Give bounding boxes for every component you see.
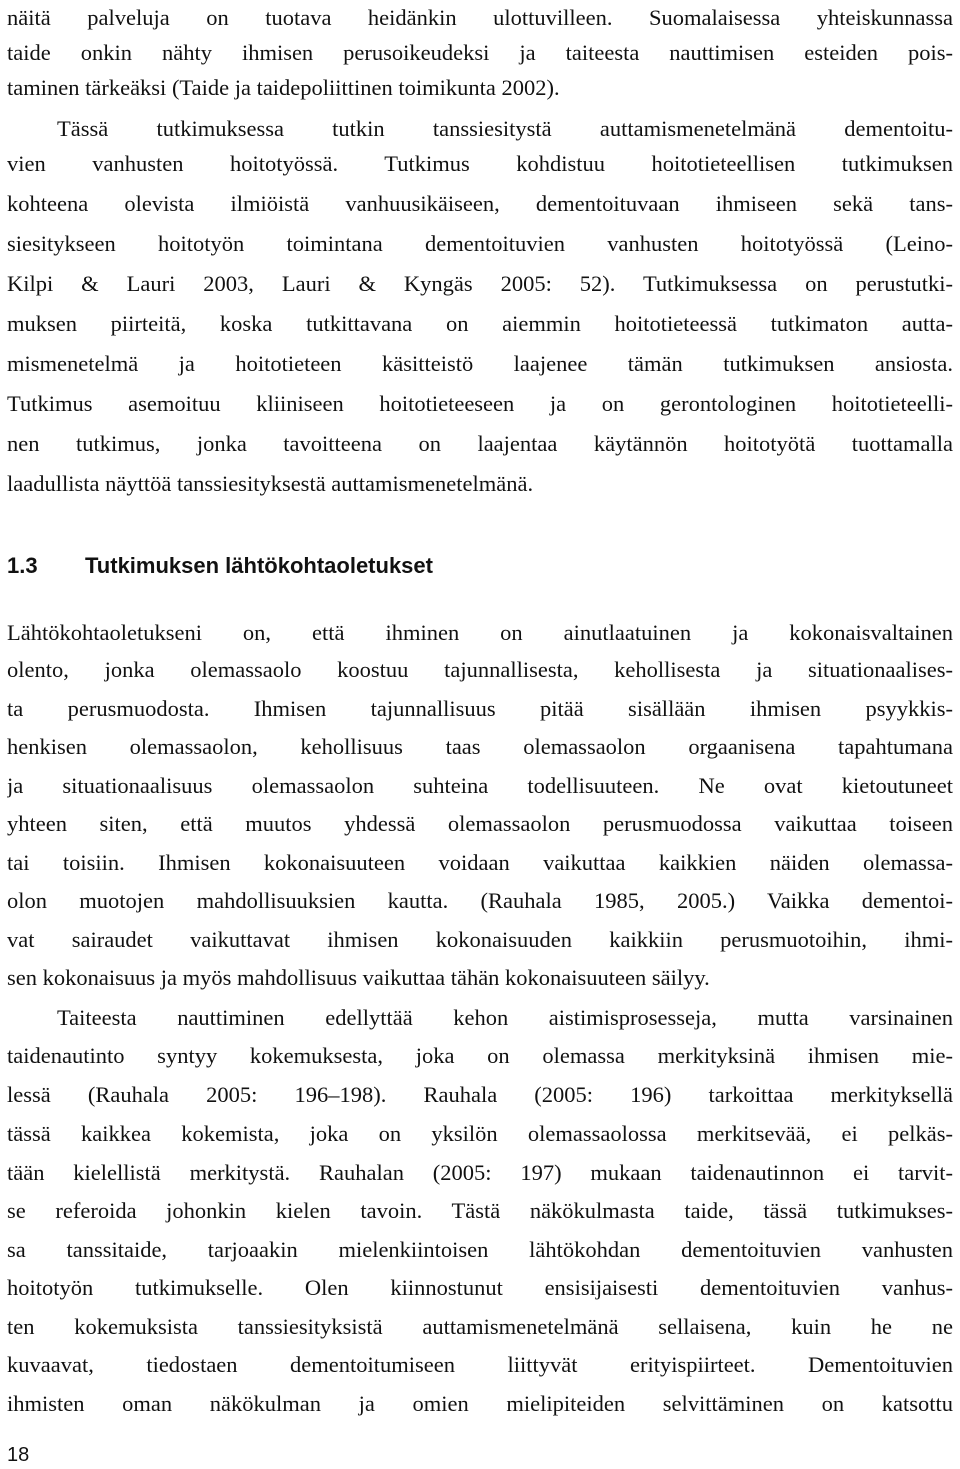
- text-line-8: Kilpi & Lauri 2003, Lauri & Kyngäs 2005: 52). Tutkimuksessa on perustutki-: [7, 271, 953, 296]
- text-line-3: taminen tärkeäksi (Taide ja taidepoliittinen toimikunta 2002).: [7, 75, 560, 100]
- text-line-4: Tässä tutkimuksessa tutkin tanssiesitystä auttamismenetelmänä dementoitu-: [57, 116, 953, 141]
- text-line-23: sen kokonaisuus ja myös mahdollisuus vaikuttaa tähän kokonaisuuteen säilyy.: [7, 965, 710, 990]
- text-line-7: siesitykseen hoitotyön toimintana dementoituvien vanhusten hoitotyössä (Leino-: [7, 231, 953, 256]
- text-line-1: näitä palveluja on tuotava heidänkin ulottuvilleen. Suomalaisessa yhteiskunnassa: [7, 5, 953, 30]
- text-line-11: Tutkimus asemoituu kliiniseen hoitotieteeseen ja on gerontologinen hoitotieteelli-: [7, 391, 953, 416]
- text-line-26: lessä (Rauhala 2005: 196–198). Rauhala (2005: 196) tarkoittaa merkityksellä: [7, 1082, 953, 1107]
- text-line-12: nen tutkimus, jonka tavoitteena on laajentaa käytännön hoitotyötä tuottamalla: [7, 431, 953, 456]
- text-line-16: ta perusmuodosta. Ihmisen tajunnallisuus pitää sisällään ihmisen psyykkis-: [7, 696, 953, 721]
- text-line-20: tai toisiin. Ihmisen kokonaisuuteen voidaan vaikuttaa kaikkien näiden olemassa-: [7, 850, 953, 875]
- text-line-34: ihmisten oman näkökulman ja omien mielipiteiden selvittäminen on katsottu: [7, 1391, 953, 1416]
- text-line-15: olento, jonka olemassaolo koostuu tajunnallisesta, kehollisesta ja situationaalises-: [7, 657, 953, 682]
- text-line-24: Taiteesta nauttiminen edellyttää kehon aistimisprosesseja, mutta varsinainen: [57, 1005, 953, 1030]
- text-line-22: vat sairaudet vaikuttavat ihmisen kokonaisuuden kaikkiin perusmuotoihin, ihmi-: [7, 927, 953, 952]
- text-line-18: ja situationaalisuus olemassaolon suhteina todellisuuteen. Ne ovat kietoutuneet: [7, 773, 953, 798]
- section-number: 1.3: [7, 553, 38, 578]
- text-line-33: kuvaavat, tiedostaen dementoitumiseen liittyvät erityispiirteet. Dementoituvien: [7, 1352, 953, 1377]
- text-line-28: tään kielellistä merkitystä. Rauhalan (2005: 197) mukaan taidenautinnon ei tarvit-: [7, 1160, 953, 1185]
- page-number: 18: [7, 1444, 30, 1466]
- text-line-10: mismenetelmä ja hoitotieteen käsitteistö laajenee tämän tutkimuksen ansiosta.: [7, 351, 953, 376]
- text-line-9: muksen piirteitä, koska tutkittavana on aiemmin hoitotieteessä tutkimaton autta-: [7, 311, 953, 336]
- text-line-2: taide onkin nähty ihmisen perusoikeudeksi ja taiteesta nauttimisen esteiden pois-: [7, 40, 953, 65]
- text-line-17: henkisen olemassaolon, kehollisuus taas olemassaolon orgaanisena tapahtumana: [7, 734, 953, 759]
- text-line-13: laadullista näyttöä tanssiesityksestä auttamismenetelmänä.: [7, 471, 534, 496]
- text-line-29: se referoida johonkin kielen tavoin. Tästä näkökulmasta taide, tässä tutkimukses-: [7, 1198, 953, 1223]
- text-line-14: Lähtökohtaoletukseni on, että ihminen on ainutlaatuinen ja kokonaisvaltainen: [7, 620, 953, 645]
- text-line-6: kohteena olevista ilmiöistä vanhuusikäiseen, dementoituvaan ihmiseen sekä tans-: [7, 191, 953, 216]
- text-line-27: tässä kaikkea kokemista, joka on yksilön olemassaolossa merkitsevää, ei pelkäs-: [7, 1121, 953, 1146]
- text-line-21: olon muotojen mahdollisuuksien kautta. (Rauhala 1985, 2005.) Vaikka dementoi-: [7, 888, 953, 913]
- text-line-32: ten kokemuksista tanssiesityksistä auttamismenetelmänä sellaisena, kuin he ne: [7, 1314, 953, 1339]
- text-line-31: hoitotyön tutkimukselle. Olen kiinnostunut ensisijaisesti dementoituvien vanhus-: [7, 1275, 953, 1300]
- section-heading: [7, 546, 433, 586]
- text-line-5: vien vanhusten hoitotyössä. Tutkimus kohdistuu hoitotieteellisen tutkimuksen: [7, 151, 953, 176]
- text-line-19: yhteen siten, että muutos yhdessä olemassaolon perusmuodossa vaikuttaa toiseen: [7, 811, 953, 836]
- text-line-25: taidenautinto syntyy kokemuksesta, joka on olemassa merkityksinä ihmisen mie-: [7, 1043, 953, 1068]
- text-line-30: sa tanssitaide, tarjoaakin mielenkiintoisen lähtökohdan dementoituvien vanhusten: [7, 1237, 953, 1262]
- section-title: Tutkimuksen lähtökohtaoletukset: [85, 553, 433, 578]
